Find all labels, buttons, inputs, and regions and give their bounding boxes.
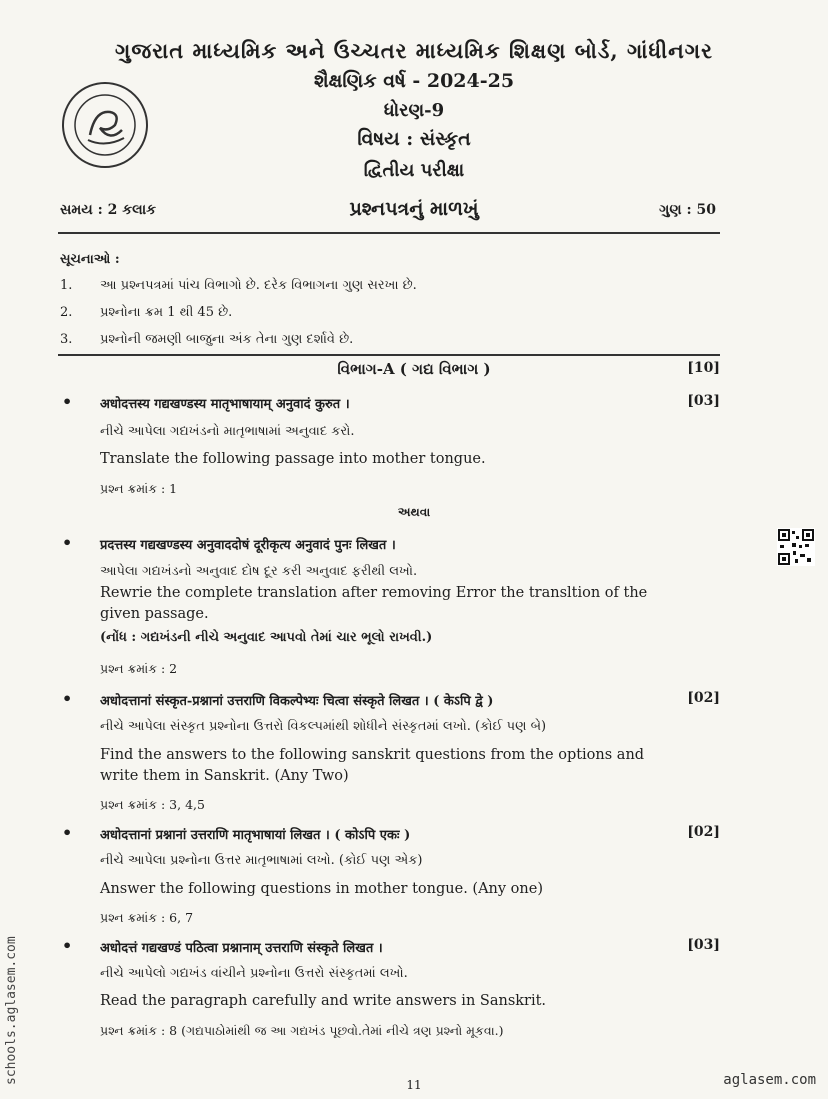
standard: ધોરણ-9 <box>383 100 445 121</box>
question-gujarati: નીચે આપેલા સંસ્કૃત પ્રશ્નોના ઉત્તરો વિકલ્પમાંથી શોધીને સંસ્કૃતમાં લખો. (કોઈ પણ બે) <box>100 719 547 734</box>
question-english: Answer the following questions in mother tongue. (Any one) <box>100 881 543 897</box>
question-sanskrit: प्रदत्तस्य गद्यखण्डस्य अनुवाददोषं दूरीकृत्य अनुवादं पुनः लिखत । <box>100 538 396 553</box>
question-gujarati: નીચે આપેલો ગદ્યખંડ વાંચીને પ્રશ્નોના ઉત્તરો સંસ્કૃતમાં લખો. <box>100 966 408 981</box>
instructions-heading: સૂચનાઓ : <box>60 252 120 267</box>
question-english: Rewrie the complete translation after removing Error the transltion of the <box>100 585 648 601</box>
bullet-icon: • <box>62 823 73 842</box>
question-english: Translate the following passage into mother tongue. <box>100 451 486 467</box>
bullet-icon: • <box>62 936 73 955</box>
question-gujarati: નીચે આપેલા ગદ્યખંડનો માતૃભાષામાં અનુવાદ કરો. <box>100 424 355 439</box>
divider <box>58 232 720 234</box>
instruction-item: 3. પ્રશ્નોની જમણી બાજુના અંક તેના ગુણ દર્શાવે છે. <box>60 332 354 347</box>
question-gujarati: આપેલા ગદ્યખંડનો અનુવાદ દોષ દૂર કરી અનુવાદ ફરીથી લખો. <box>100 564 418 579</box>
qr-code-icon <box>777 528 815 566</box>
question-marks: [03] <box>687 937 720 953</box>
academic-year: શૈક્ષણિક વર્ષ - 2024-25 <box>313 70 515 92</box>
question-marks: [03] <box>687 393 720 409</box>
board-name: ગુજરાત માધ્યમિક અને ઉચ્ચતર માધ્યમિક શિક્ષણ બોર્ડ, ગાંધીનગર <box>115 38 713 63</box>
section-marks: [10] <box>687 360 720 376</box>
exam-name: દ્વિતીય પરીક્ષા <box>363 160 465 181</box>
or-label: અથવા <box>397 505 431 519</box>
bullet-icon: • <box>62 392 73 411</box>
question-number: પ્રશ્ન ક્રમાંક : 6, 7 <box>100 910 194 925</box>
divider <box>58 354 720 356</box>
instruction-item: 2. પ્રશ્નોના ક્રમ 1 થી 45 છે. <box>60 305 233 320</box>
question-english: given passage. <box>100 606 209 622</box>
question-english: write them in Sanskrit. (Any Two) <box>100 768 349 784</box>
question-sanskrit: अधोदत्तानां प्रश्नानां उत्तराणि मातृभाषायां लिखत । ( कोऽपि एकः ) <box>100 828 411 843</box>
question-sanskrit: अधोदत्तस्य गद्यखण्डस्य मातृभाषायाम् अनुवादं कुरुत । <box>100 397 350 412</box>
subject: વિષય : સંસ્કૃત <box>357 128 471 150</box>
site-watermark: aglasem.com <box>723 1072 816 1088</box>
paper-structure-title: પ્રશ્નપત્રનું માળખું <box>349 198 479 220</box>
exam-time: સમય : 2 કલાક <box>60 202 157 218</box>
question-english: Read the paragraph carefully and write answers in Sanskrit. <box>100 993 547 1009</box>
question-marks: [02] <box>687 824 720 840</box>
question-english: Find the answers to the following sanskrit questions from the options and <box>100 747 645 763</box>
question-gujarati: નીચે આપેલા પ્રશ્નોના ઉત્તર માતૃભાષામાં લખો. (કોઈ પણ એક) <box>100 853 423 868</box>
question-number: પ્રશ્ન ક્રમાંક : 3, 4,5 <box>100 797 205 812</box>
page-number: 11 <box>406 1078 422 1092</box>
question-marks: [02] <box>687 690 720 706</box>
bullet-icon: • <box>62 533 73 552</box>
side-watermark: schools.aglasem.com <box>4 936 19 1085</box>
total-marks: ગુણ : 50 <box>659 202 716 218</box>
question-sanskrit: अधोदत्तानां संस्कृत-प्रश्नानां उत्तराणि विकल्पेभ्यः चित्वा संस्कृते लिखत । ( केऽपि द्वे ) <box>100 694 494 709</box>
board-seal-logo <box>60 80 150 170</box>
question-note: (નોંધ : ગદ્યખંડની નીચે અનુવાદ આપવો તેમાં ચાર ભૂલો રાખવી.) <box>100 630 433 645</box>
instruction-item: 1. આ પ્રશ્નપત્રમાં પાંચ વિભાગો છે. દરેક વિભાગના ગુણ સરખા છે. <box>60 278 417 293</box>
section-title: વિભાગ-A ( ગદ્ય વિભાગ ) <box>337 360 491 378</box>
question-sanskrit: अधोदत्तं गद्यखण्डं पठित्वा प्रश्नानाम् उत्तराणि संस्कृते लिखत । <box>100 941 383 956</box>
question-number: પ્રશ્ન ક્રમાંક : 8 (ગદ્યપાઠોમાંથી જ આ ગદ્યખંડ પૂછવો.તેમાં નીચે ત્રણ પ્રશ્નો મૂકવા.) <box>100 1023 504 1038</box>
bullet-icon: • <box>62 689 73 708</box>
question-number: પ્રશ્ન ક્રમાંક : 1 <box>100 481 178 496</box>
question-number: પ્રશ્ન ક્રમાંક : 2 <box>100 661 178 676</box>
